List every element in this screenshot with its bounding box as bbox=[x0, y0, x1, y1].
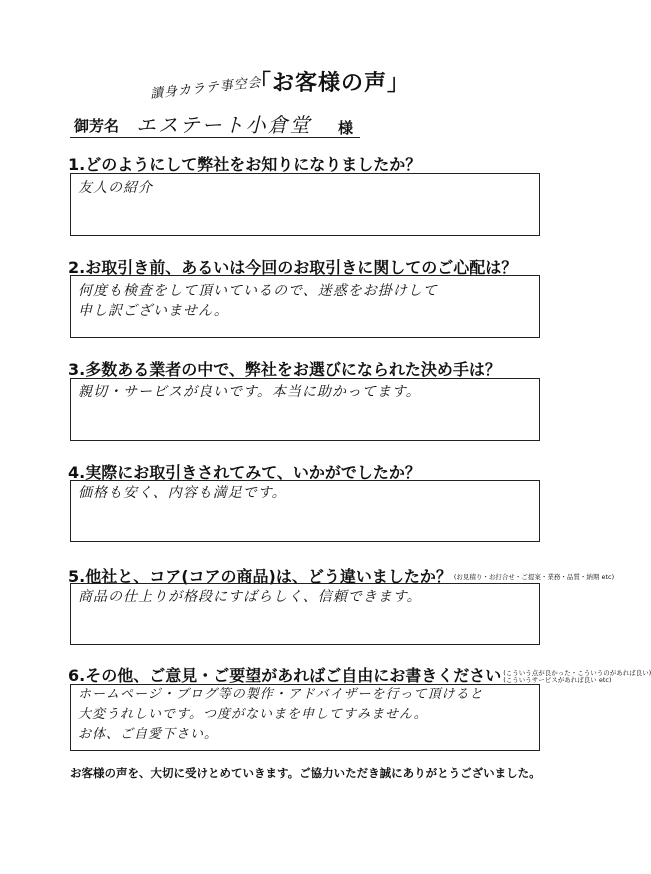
answer-2-line-2: 申し訳ございません。 bbox=[78, 303, 229, 319]
answer-3-line-1: 親切・サービスが良いです。本当に助かってます。 bbox=[78, 384, 421, 400]
question-2-label: 2.お取引き前、あるいは今回のお取引きに関してのご心配は？ bbox=[68, 258, 518, 277]
question-5-note: (お見積り・お打合せ・ご提案・業務・品質・納期 etc) bbox=[453, 573, 615, 581]
name-underline bbox=[70, 137, 360, 138]
title-prefix-handwritten: 讀身カラテ事空会 bbox=[149, 75, 263, 102]
name-suffix: 様 bbox=[338, 119, 354, 137]
name-label: 御芳名 bbox=[74, 117, 120, 135]
footer-thanks: お客様の声を、大切に受けとめていきます。ご協力いただき誠にありがとうございました。 bbox=[70, 766, 541, 780]
customer-name-handwritten: エステート小倉堂 bbox=[136, 113, 312, 137]
answer-2-line-1: 何度も検査をして頂いているので、迷惑をお掛けして bbox=[78, 283, 438, 299]
question-5-label: 5.他社と、コア(コアの商品)は、どう違いましたか？ (お見積り・お打合せ・ご提案・業務・品質・納期 etc) bbox=[68, 567, 615, 586]
answer-4-line-1: 価格も安く、内容も満足です。 bbox=[78, 485, 287, 501]
question-6-note: (こういう点が良かった・こういうのがあれば良い) (こういうサービスがあれば良い etc) bbox=[503, 668, 651, 684]
answer-6-line-1: ホームページ・ブログ等の製作・アドバイザーを行って頂けると bbox=[78, 687, 484, 702]
question-4-label: 4.実際にお取引きされてみて、いかがでしたか？ bbox=[68, 463, 421, 482]
question-3-label: 3.多数ある業者の中で、弊社をお選びになられた決め手は？ bbox=[68, 360, 501, 379]
question-6-label: 6.その他、ご意見・ご要望があればご自由にお書きください (こういう点が良かった・こういうのがあれば良い) (こういうサービスがあれば良い etc) bbox=[68, 666, 651, 685]
answer-6-line-3: お体、ご自愛下さい。 bbox=[78, 727, 219, 742]
answer-5-line-1: 商品の仕上りが格段にすばらしく、信頼できます。 bbox=[78, 589, 422, 605]
answer-6-line-2: 大変うれしいです。つ度がないまを申してすみません。 bbox=[78, 707, 428, 722]
question-1-label: 1.どのようにして弊社をお知りになりましたか？ bbox=[68, 155, 422, 174]
answer-1-line-1: 友人の紹介 bbox=[78, 180, 153, 196]
page-title: 「お客様の声」 bbox=[249, 71, 411, 96]
